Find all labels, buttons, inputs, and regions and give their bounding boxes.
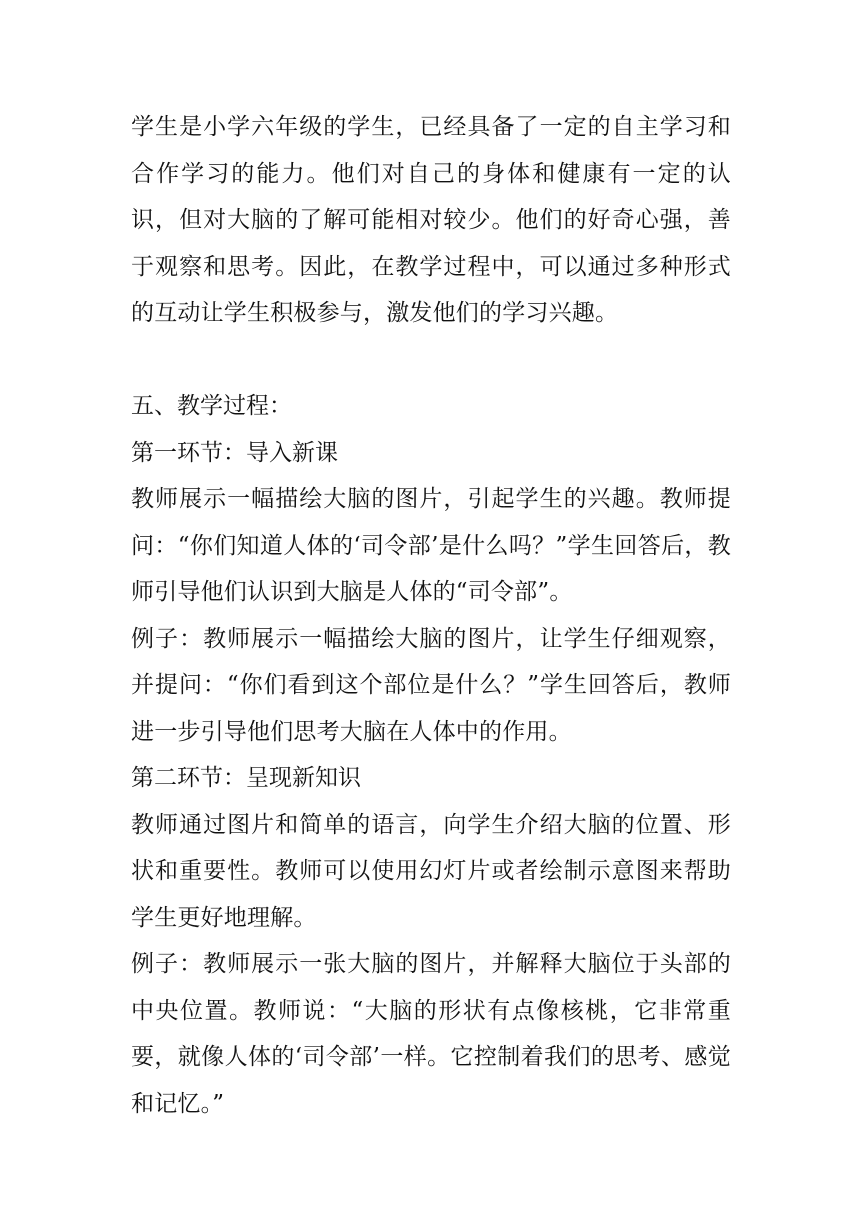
intro-paragraph: 学生是小学六年级的学生，已经具备了一定的自主学习和合作学习的能力。他们对自己的身体和健康有一定的认识，但对大脑的了解可能相对较少。他们的好奇心强，善于观察和思考。因此，在教学过程中，可以通过多种形式的互动让学生积极参与，激发他们的学习兴趣。 [131,114,731,326]
step2-description: 教师通过图片和简单的语言，向学生介绍大脑的位置、形状和重要性。教师可以使用幻灯片或者绘制示意图来帮助学生更好地理解。 [131,811,731,931]
paragraph-spacer [131,337,731,384]
document-body [131,104,731,1127]
step1-description: 教师展示一幅描绘大脑的图片，引起学生的兴趣。教师提问：“你们知道人体的‘司令部’是什么吗？”学生回答后，教师引导他们认识到大脑是人体的“司令部”。 [131,486,731,605]
step2-title: 第二环节：呈现新知识 [131,765,361,791]
step1-example: 例子：教师展示一幅描绘大脑的图片，让学生仔细观察，并提问：“你们看到这个部位是什么？”学生回答后，教师进一步引导他们思考大脑在人体中的作用。 [131,625,731,745]
step1-title: 第一环节：导入新课 [131,439,338,466]
section-heading: 五、教学过程： [131,393,292,419]
step2-example: 例子：教师展示一张大脑的图片，并解释大脑位于头部的中央位置。教师说：“大脑的形状有点像核桃，它非常重要，就像人体的‘司令部’一样。它控制着我们的思考、感觉和记忆。” [131,951,731,1117]
